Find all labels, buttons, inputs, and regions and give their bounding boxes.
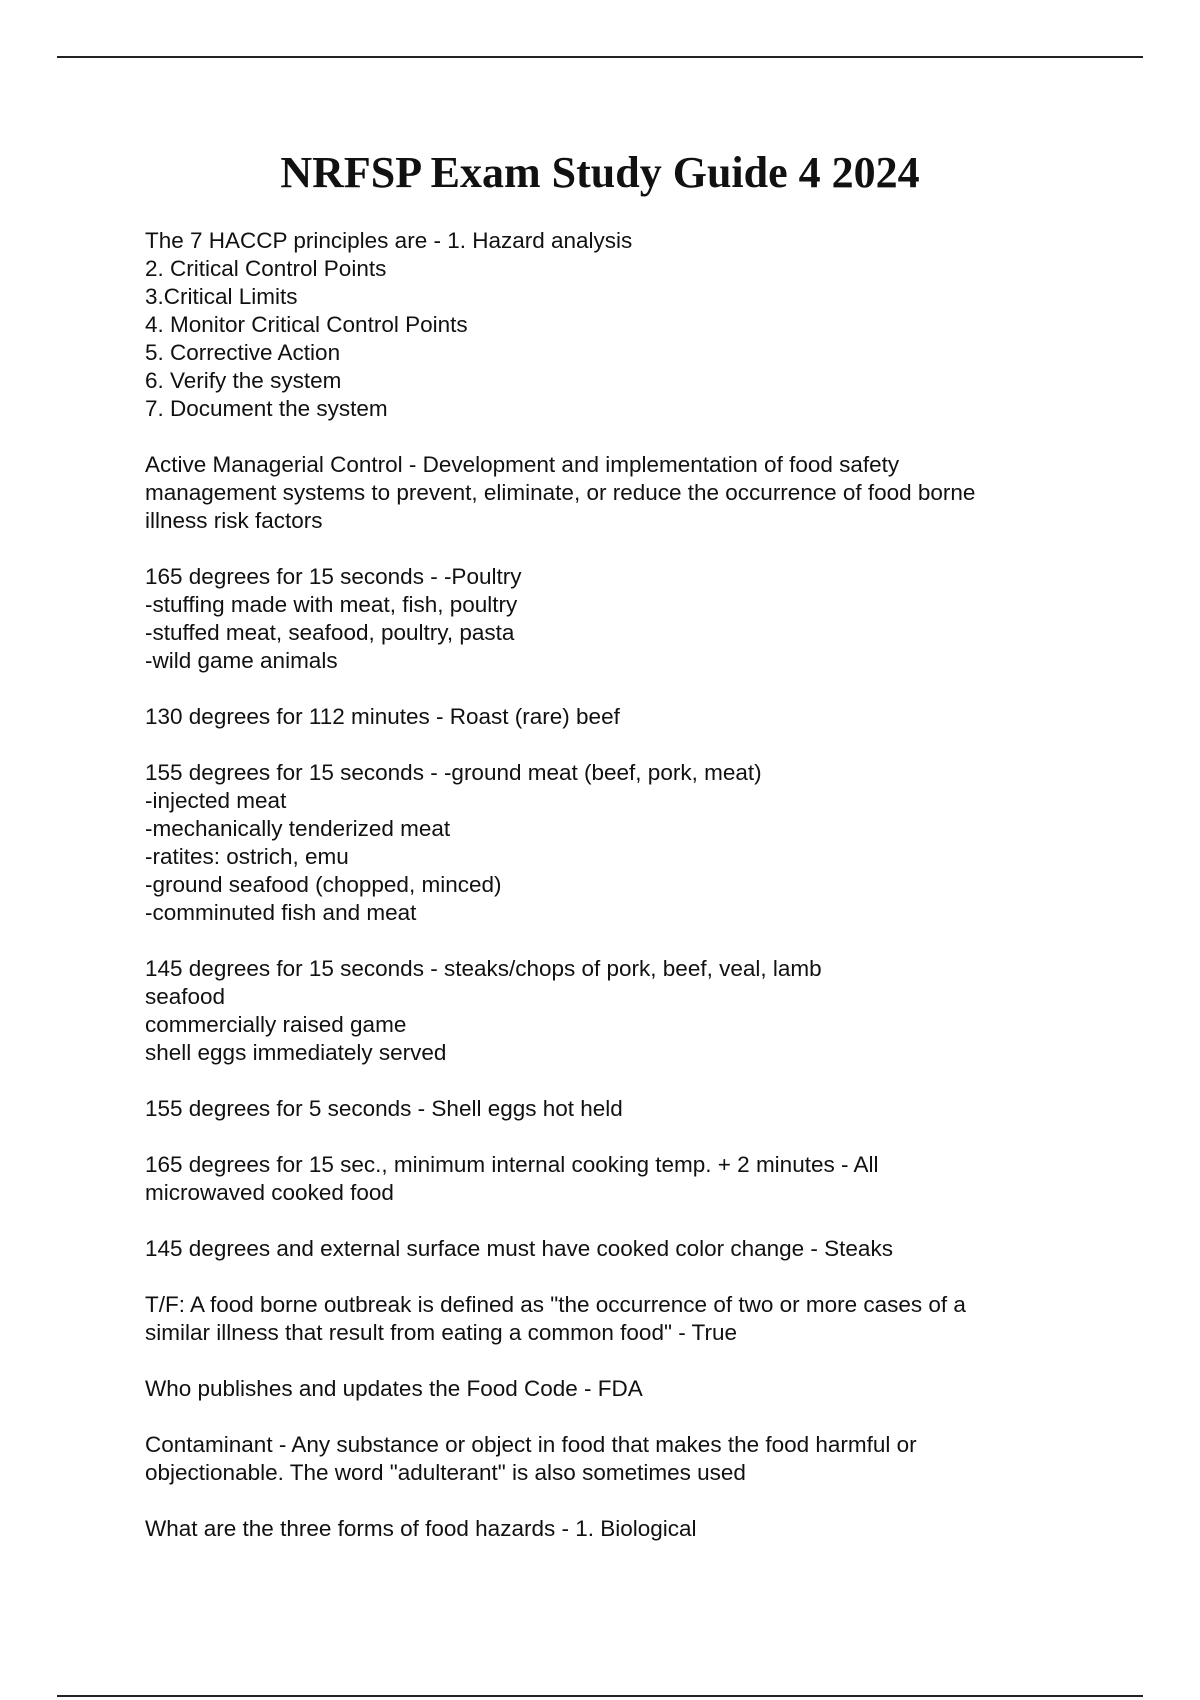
text-line: 165 degrees for 15 sec., minimum internal cooking temp. + 2 minutes - All: [145, 1152, 879, 1177]
entry-outbreak-definition: [145, 1291, 1075, 1347]
entry-food-hazards: [145, 1515, 1075, 1543]
text-line: management systems to prevent, eliminate, or reduce the occurrence of food borne: [145, 480, 976, 505]
text-line: Contaminant - Any substance or object in food that makes the food harmful or: [145, 1432, 917, 1457]
page-title: NRFSP Exam Study Guide 4 2024: [280, 148, 920, 197]
entry-food-code-publisher: [145, 1375, 1075, 1403]
text-line: T/F: A food borne outbreak is defined as "the occurrence of two or more cases of a: [145, 1292, 966, 1317]
study-guide-content: [145, 227, 1075, 1571]
text-line: 130 degrees for 112 minutes - Roast (rare) beef: [145, 704, 620, 729]
entry-155-ground-meat: [145, 759, 1075, 927]
text-line: commercially raised game: [145, 1012, 407, 1037]
text-line: -comminuted fish and meat: [145, 900, 417, 925]
entry-165-poultry: [145, 563, 1075, 675]
entry-155-shell-eggs: [145, 1095, 1075, 1123]
entry-130-roast-beef: [145, 703, 1075, 731]
text-line: Who publishes and updates the Food Code - FDA: [145, 1376, 643, 1401]
text-line: objectionable. The word "adulterant" is also sometimes used: [145, 1460, 746, 1485]
text-line: What are the three forms of food hazards - 1. Biological: [145, 1516, 697, 1541]
text-line: 7. Document the system: [145, 396, 388, 421]
text-line: 145 degrees for 15 seconds - steaks/chops of pork, beef, veal, lamb: [145, 956, 822, 981]
text-line: -ratites: ostrich, emu: [145, 844, 349, 869]
text-line: illness risk factors: [145, 508, 323, 533]
text-line: -stuffing made with meat, fish, poultry: [145, 592, 518, 617]
text-line: 6. Verify the system: [145, 368, 342, 393]
text-line: microwaved cooked food: [145, 1180, 394, 1205]
text-line: 155 degrees for 5 seconds - Shell eggs hot held: [145, 1096, 623, 1121]
entry-145-steaks-chops: [145, 955, 1075, 1067]
entry-165-microwaved: [145, 1151, 1075, 1207]
text-line: 155 degrees for 15 seconds - -ground meat (beef, pork, meat): [145, 760, 762, 785]
text-line: 3.Critical Limits: [145, 284, 298, 309]
text-line: -stuffed meat, seafood, poultry, pasta: [145, 620, 515, 645]
text-line: -wild game animals: [145, 648, 338, 673]
text-line: -injected meat: [145, 788, 287, 813]
text-line: 5. Corrective Action: [145, 340, 341, 365]
entry-haccp-principles: [145, 227, 1075, 423]
bottom-divider: [57, 1695, 1143, 1697]
text-line: seafood: [145, 984, 226, 1009]
text-line: -ground seafood (chopped, minced): [145, 872, 502, 897]
entry-active-managerial-control: [145, 451, 1075, 535]
top-divider: [57, 56, 1143, 58]
entry-145-steaks-color: [145, 1235, 1075, 1263]
text-line: 145 degrees and external surface must have cooked color change - Steaks: [145, 1236, 893, 1261]
text-line: The 7 HACCP principles are - 1. Hazard analysis: [145, 228, 633, 253]
text-line: -mechanically tenderized meat: [145, 816, 451, 841]
text-line: 2. Critical Control Points: [145, 256, 387, 281]
text-line: 4. Monitor Critical Control Points: [145, 312, 468, 337]
text-line: Active Managerial Control - Development and implementation of food safety: [145, 452, 900, 477]
text-line: 165 degrees for 15 seconds - -Poultry: [145, 564, 522, 589]
text-line: shell eggs immediately served: [145, 1040, 447, 1065]
entry-contaminant: [145, 1431, 1075, 1487]
text-line: similar illness that result from eating a common food" - True: [145, 1320, 737, 1345]
